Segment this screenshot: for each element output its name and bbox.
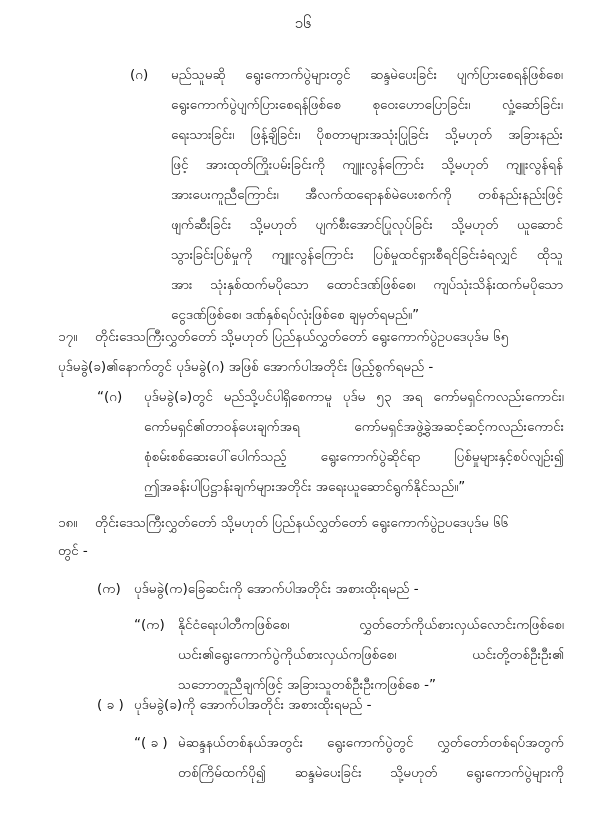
text-line: နိုင်ငံရေးပါတီကဖြစ်စေ၊ လွှတ်တော်ကိုယ်စားလှယ်လောင်းကဖြစ်စေ၊ (178, 617, 564, 633)
subclause-a-quote (178, 610, 564, 700)
text-line: ပုဒ်မခွဲ(ခ)ကို အောက်ပါအတိုင်း အစားထိုးရမည် - (134, 697, 372, 713)
subclause-marker: (က) (97, 581, 121, 597)
text-line: ရွေးကောက်ပွဲပျက်ပြားစေရန်ဖြစ်စေ စုဝေးဟောပြောခြင်း၊ လှုံ့ဆော်ခြင်း၊ (171, 97, 563, 113)
text-line: ပုဒ်မခွဲ(က)ခြေဆင်းကို အောက်ပါအတိုင်း အစားထိုးရမည် - (134, 581, 419, 597)
subclause-b-text (134, 690, 564, 720)
section-number: ၁၈။ (58, 515, 78, 531)
text-line: တိုင်းဒေသကြီးလွှတ်တော် သို့မဟုတ် ပြည်နယ်လွှတ်တော် ရွေးကောက်ပွဲဥပဒေပုဒ်မ ၆၆ (95, 515, 509, 531)
section-18-text (95, 508, 565, 538)
quote-marker: “(ဂ) (97, 389, 123, 405)
text-line: သွားခြင်းပြစ်မှုကို ကျူးလွန်ကြောင်း ပြစ်မှုထင်ရှားစီရင်ခြင်းခံရလျှင် ထိုသူ (171, 247, 563, 263)
quote-marker: “(က) (134, 617, 165, 633)
section-17-text (95, 322, 565, 352)
subclause-a-text (134, 574, 564, 604)
clause-g-text (171, 60, 563, 330)
text-line: မဲဆန္ဒနယ်တစ်နယ်အတွင်း ရွေးကောက်ပွဲတွင် လွှတ်တော်တစ်ရပ်အတွက် (178, 735, 564, 751)
text-line: ဖြင့် အားထုတ်ကြိုးပမ်းခြင်းကို ကျူးလွန်ကြောင်း သို့မဟုတ် ကျူးလွန်ရန် (171, 157, 563, 173)
text-line: သဘောတူညီချက်ဖြင့် အခြားသူတစ်ဦးဦးကဖြစ်စေ -” (178, 677, 437, 693)
text-line: ဤအခန်းပါပြဋ္ဌာန်းချက်များအတိုင်း အရေးယူဆောင်ရွက်နိုင်သည်။” (144, 479, 466, 495)
text-line: ရေးသားခြင်း၊ ဖြန့်ချိခြင်း၊ ပိုစတာများအသုံးပြုခြင်း သို့မဟုတ် အခြားနည်း (171, 127, 563, 143)
section-number: ၁၇။ (58, 329, 78, 345)
subclause-marker: ( ခ ) (97, 697, 124, 713)
text-line: စုံစမ်းစစ်ဆေးပေါ်ပေါက်သည့် ရွေးကောက်ပွဲဆိုင်ရာ ပြစ်မှုများနှင့်စပ်လျဉ်း၍ (144, 449, 564, 465)
section-17-quote (144, 382, 564, 502)
quote-marker: “( ခ ) (134, 735, 168, 751)
text-line: အားပေးကူညီကြောင်း၊ အီလက်ထရောနစ်မဲပေးစက်ကို တစ်နည်းနည်းဖြင့် (171, 187, 563, 203)
clause-marker: (ဂ) (130, 67, 149, 83)
text-line: မည်သူမဆို ရွေးကောက်ပွဲများတွင် ဆန္ဒမဲပေးခြင်း ပျက်ပြားစေရန်ဖြစ်စေ၊ (171, 67, 563, 83)
text-line: အား သုံးနှစ်ထက်မပိုသော ထောင်ဒဏ်ဖြစ်စေ၊ ကျပ်သုံးသိန်းထက်မပိုသော (171, 277, 563, 293)
text-line: တွင် - (58, 543, 88, 559)
text-line: ပုဒ်မခွဲ(ခ)၏နောက်တွင် ပုဒ်မခွဲ(ဂ) အဖြစ် အောက်ပါအတိုင်း ဖြည့်စွက်ရမည် - (58, 359, 434, 375)
text-line: တစ်ကြိမ်ထက်ပို၍ ဆန္ဒမဲပေးခြင်း သို့မဟုတ် ရွေးကောက်ပွဲများကို (178, 765, 564, 781)
subclause-b-quote (178, 728, 564, 788)
page-number: ၁၆ (294, 14, 312, 32)
text-line: ပုဒ်မခွဲ(ခ)တွင် မည်သို့ပင်ပါရှိစေကာမူ ပုဒ်မ ၅၃ အရ ကော်မရှင်ကလည်းကောင်း၊ (144, 389, 564, 405)
text-line: ယင်း၏ရွေးကောက်ပွဲကိုယ်စားလှယ်ကဖြစ်စေ၊ ယင်းတို့တစ်ဦးဦး၏ (178, 647, 564, 663)
section-18-text-cont (58, 536, 566, 566)
text-line: တိုင်းဒေသကြီးလွှတ်တော် သို့မဟုတ် ပြည်နယ်လွှတ်တော် ရွေးကောက်ပွဲဥပဒေပုဒ်မ ၆၅ (95, 329, 509, 345)
text-line: ကော်မရှင်၏တာဝန်ပေးချက်အရ ကော်မရှင်အဖွဲ့ခွဲအဆင့်ဆင့်ကလည်းကောင်း (144, 419, 564, 435)
text-line: ငွေဒဏ်ဖြစ်စေ၊ ဒဏ်နှစ်ရပ်လုံးဖြစ်စေ ချမှတ်ရမည်။” (171, 307, 420, 323)
section-17-text-cont (58, 352, 566, 382)
text-line: ဖျက်ဆီးခြင်း သို့မဟုတ် ပျက်စီးအောင်ပြုလုပ်ခြင်း သို့မဟုတ် ယူဆောင် (171, 217, 563, 233)
